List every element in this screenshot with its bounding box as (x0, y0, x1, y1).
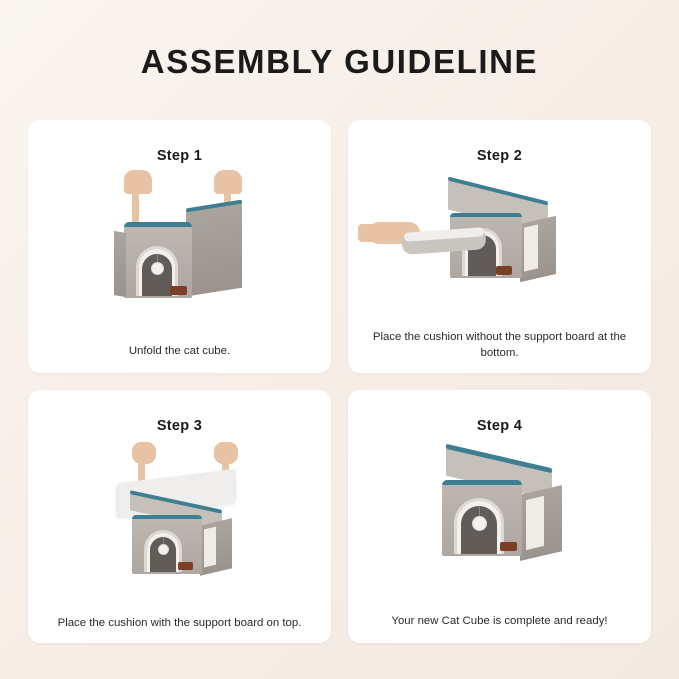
forearm-icon (358, 224, 388, 242)
cube-left-panel (114, 231, 126, 297)
cube-right-panel (186, 202, 242, 297)
step-2-caption: Place the cushion without the support board at the bottom. (372, 331, 627, 359)
step-card-3 (28, 390, 331, 643)
cube-front-rim (450, 213, 522, 217)
cat-cube-graphic (420, 450, 590, 580)
cube-front-rim (132, 515, 202, 519)
cube-side-light-panel (204, 527, 216, 568)
step-1-caption: Unfold the cat cube. (128, 344, 231, 357)
cube-side-light-panel (526, 496, 544, 550)
steps-grid (28, 120, 651, 643)
toy-ball-icon (151, 262, 164, 275)
step-4-title: Step 4 (476, 418, 523, 434)
step-card-4 (348, 390, 651, 643)
step-3-illustration (28, 436, 331, 586)
step-2-title: Step 2 (476, 148, 523, 164)
cube-front-rim (442, 480, 522, 485)
toy-ball-icon (158, 544, 169, 555)
cat-cube-graphic (114, 494, 254, 594)
step-card-1 (28, 120, 331, 373)
step-2-illustration (348, 166, 651, 316)
brand-tag (500, 542, 517, 551)
step-card-2 (348, 120, 651, 373)
step-3-title: Step 3 (156, 418, 203, 434)
cube-front-rim (124, 222, 192, 227)
step-4-illustration (348, 436, 651, 586)
brand-tag (178, 562, 193, 570)
page-title: ASSEMBLY GUIDELINE (140, 43, 539, 80)
step-4-caption: Your new Cat Cube is complete and ready! (391, 614, 608, 627)
brand-tag (170, 286, 187, 295)
step-1-illustration (28, 166, 331, 316)
step-3-caption: Place the cushion with the support board on top. (57, 616, 302, 629)
cube-side-light-panel (524, 224, 538, 271)
toy-ball-icon (472, 516, 487, 531)
step-1-title: Step 1 (156, 148, 203, 164)
brand-tag (496, 266, 512, 275)
cat-cube-graphic (112, 202, 252, 314)
